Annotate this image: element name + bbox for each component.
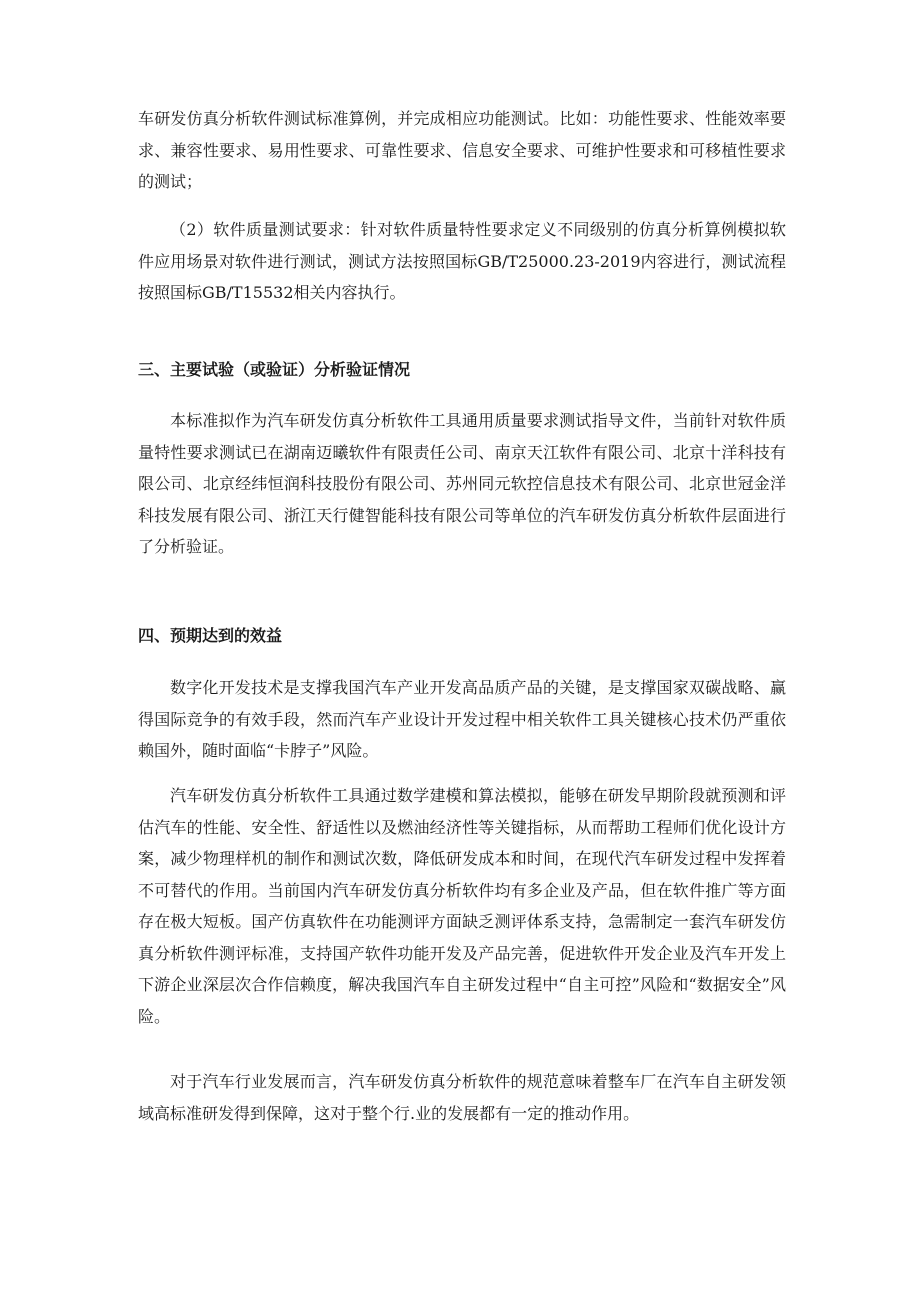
paragraph-simulation-software: 汽车研发仿真分析软件工具通过数学建模和算法模拟，能够在研发早期阶段就预测和评估汽车的性能、安全性、舒适性以及燃油经济性等关键指标，从而帮助工程师们优化设计方案，减少物理样机的制作和测试次数，降低研发成本和时间，在现代汽车研发过程中发挥着不可替代的作用。当前国内汽车研发仿真分析软件均有多企业及产品，但在软件推广等方面存在极大短板。国产仿真软件在功能测评方面缺乏测评体系支持，急需制定一套汽车研发仿真分析软件测评标准，支持国产软件功能开发及产品完善，促进软件开发企业及汽车开发上下游企业深层次合作信赖度，解决我国汽车自主研发过程中“自主可控”风险和“数据安全”风险。 [138, 786, 786, 1026]
paragraph-quality-test-requirements: （2）软件质量测试要求：针对软件质量特性要求定义不同级别的仿真分析算例模拟软件应用场景对软件进行测试，测试方法按照国标GB/T25000.23-2019内容进行，测试流程按照国标GB/T15532相关内容执行。 [138, 220, 786, 302]
section-heading-expected-benefits: 四、预期达到的效益 [138, 626, 283, 645]
paragraph-industry-development: 对于汽车行业发展而言，汽车研发仿真分析软件的规范意味着整车厂在汽车自主研发领域高标准研发得到保障，这对于整个行.业的发展都有一定的推动作用。 [138, 1072, 786, 1123]
paragraph-verification: 本标准拟作为汽车研发仿真分析软件工具通用质量要求测试指导文件，当前针对软件质量特性要求测试已在湖南迈曦软件有限责任公司、南京天江软件有限公司、北京十洋科技有限公司、北京经纬恒润科技股份有限公司、苏州同元软控信息技术有限公司、北京世冠金洋科技发展有限公司、浙江天行健智能科技有限公司等单位的汽车研发仿真分析软件层面进行了分析验证。 [138, 411, 786, 556]
paragraph-digital-development: 数字化开发技术是支撑我国汽车产业开发高品质产品的关键，是支撑国家双碳战略、赢得国际竞争的有效手段，然而汽车产业设计开发过程中相关软件工具关键核心技术仍严重依赖国外，随时面临“卡脖子”风险。 [138, 678, 786, 760]
paragraph-test-examples: 车研发仿真分析软件测试标准算例，并完成相应功能测试。比如：功能性要求、性能效率要求、兼容性要求、易用性要求、可靠性要求、信息安全要求、可维护性要求和可移植性要求的测试； [138, 109, 786, 191]
section-heading-verification: 三、主要试验（或验证）分析验证情况 [138, 360, 411, 379]
